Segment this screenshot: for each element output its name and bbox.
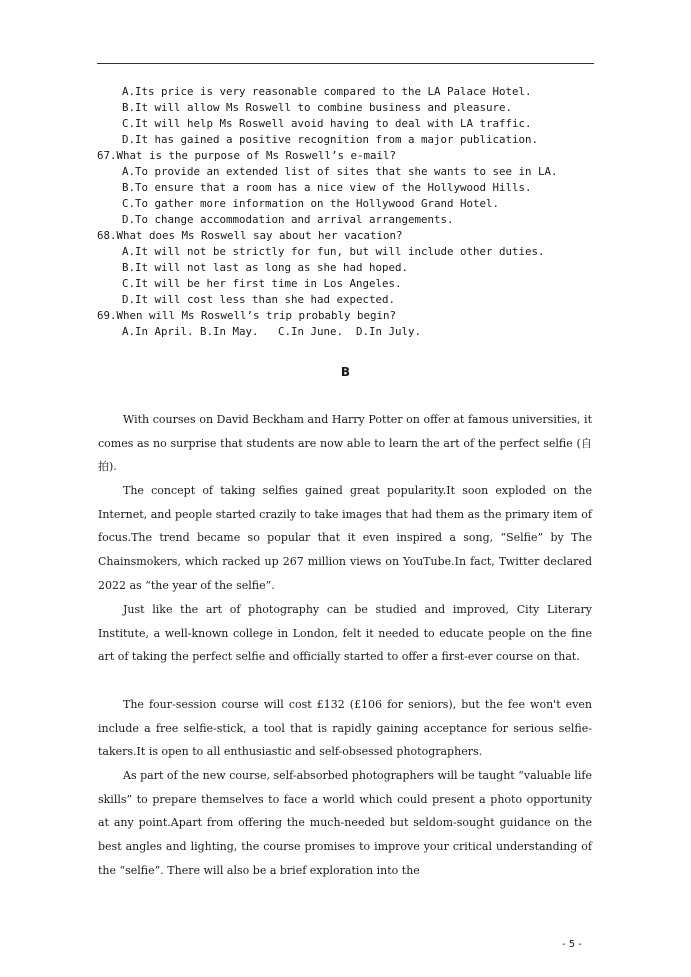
q67-option-b: B.To ensure that a room has a nice view of the Hollywood Hills. (122, 181, 532, 194)
paragraph-4: The four-session course will cost £132 (£106 for seniors), but the fee won't even include a free selfie-stick, a tool that is rapidly gaining acceptance for serious selfie-takers.It is open to all enthusiastic and self-obsessed photographers. (98, 698, 592, 759)
q66-option-c: C.It will help Ms Roswell avoid having to deal with LA traffic. (122, 117, 532, 130)
paragraph-3: Just like the art of photography can be studied and improved, City Literary Institute, a well-known college in London, felt it needed to educate people on the fine art of taking the perfect selfie and officially started to offer a first-ever course on that. (98, 603, 592, 664)
q69-options: A.In April. B.In May. C.In June. D.In July. (122, 325, 422, 338)
paragraph-2: The concept of taking selfies gained great popularity.It soon exploded on the Internet, and people started crazily to take images that had them as the primary item of focus.The trend became so popular that it even inspired a song, “Selfie” by The Chainsmokers, which racked up 267 million views on YouTube.In fact, Twitter declared 2022 as “the year of the selfie”. (98, 484, 592, 592)
q69-stem: 69.When will Ms Roswell’s trip probably begin? (97, 309, 397, 322)
q68-option-b: B.It will not last as long as she had hoped. (122, 261, 409, 274)
q66-option-a: A.Its price is very reasonable compared to the LA Palace Hotel. (122, 85, 532, 98)
q68-stem: 68.What does Ms Roswell say about her vacation? (97, 229, 403, 242)
q68-option-d: D.It will cost less than she had expected. (122, 293, 396, 306)
paragraph-1: With courses on David Beckham and Harry Potter on offer at famous universities, it comes as no surprise that students are now able to learn the art of the perfect selfie (自拍). (98, 413, 592, 474)
q66-option-d: D.It has gained a positive recognition from a major publication. (122, 133, 539, 146)
top-rule (97, 63, 594, 64)
section-heading: B (340, 365, 351, 379)
paragraph-5: As part of the new course, self-absorbed photographers will be taught “valuable life skills” to prepare themselves to face a world which could present a photo opportunity at any point.Apart from offering the much-needed but seldom-sought guidance on the best angles and lighting, the course promises to improve your critical understanding of the “selfie”. There will also be a brief exploration into the (98, 769, 592, 877)
q67-option-c: C.To gather more information on the Hollywood Grand Hotel. (122, 197, 500, 210)
q68-option-c: C.It will be her first time in Los Angeles. (122, 277, 402, 290)
q67-option-a: A.To provide an extended list of sites that she wants to see in LA. (122, 165, 558, 178)
q68-option-a: A.It will not be strictly for fun, but will include other duties. (122, 245, 545, 258)
q67-stem: 67.What is the purpose of Ms Roswell’s e-mail? (97, 149, 397, 162)
q67-option-d: D.To change accommodation and arrival arrangements. (122, 213, 454, 226)
page-number: - 5 - (562, 939, 582, 950)
q66-option-b: B.It will allow Ms Roswell to combine business and pleasure. (122, 101, 513, 114)
